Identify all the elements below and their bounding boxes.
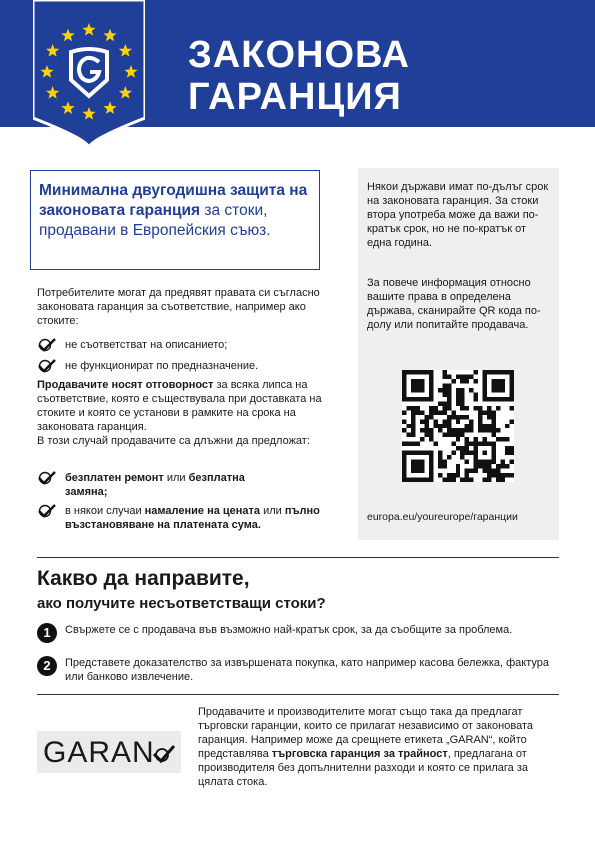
garan-label bbox=[37, 731, 181, 773]
bullet-text-2: не функционират по предназначение. bbox=[65, 360, 259, 372]
offer-item-2 bbox=[37, 504, 355, 532]
offer1-mid: или bbox=[163, 472, 189, 484]
obliged-text: В този случай продавачите са длъжни да предложат: bbox=[37, 435, 310, 447]
section-divider bbox=[37, 557, 559, 558]
commercial-text-pre: Продавачите и производителите могат също така да предлагат търговски гаранции, които се прилагат независимо от законовата гаранция. Например може да срещнете етикета „GARAN“, който представлява bbox=[198, 706, 533, 760]
step-number: 1 bbox=[37, 623, 57, 643]
commercial-guarantee-text bbox=[198, 705, 558, 789]
commercial-text-post: , предлагана от производителя без допълнителни разходи и която се прилага за цялата стока. bbox=[198, 748, 529, 788]
offer2-bold1: намаление на цената bbox=[144, 505, 261, 517]
offer-item-1 bbox=[37, 471, 285, 499]
sidebar-text-1: Някои държави имат по-дълъг срок на законовата гаранция. За стоки втора употреба може да важи по-кратък срок, но не по-кратък от една година. bbox=[367, 181, 549, 249]
commercial-text-bold: търговска гаранция за трайност bbox=[271, 748, 448, 760]
responsibility-rest: за всяка липса на съответствие, която е съществувала при доставката на стоките и която се установи в рамките на срока на законовата гаранция. bbox=[37, 379, 322, 433]
offer1-bold1: безплатен ремонт bbox=[65, 472, 164, 484]
intro-normal: за стоки, продавани в Европейския съюз. bbox=[39, 202, 271, 239]
step-number: 2 bbox=[37, 656, 57, 676]
offer-text-1 bbox=[65, 471, 285, 499]
sidebar-text-2: За повече информация относно вашите права в определена държава, сканирайте QR кода по-долу или попитайте продавача. bbox=[367, 277, 541, 331]
check-icon bbox=[37, 359, 65, 377]
section-subheading: ако получите несъответстващи стоки? bbox=[37, 595, 326, 612]
check-icon bbox=[153, 744, 175, 764]
step-text: Представете доказателство за извършената покупка, като например касова бележка, фактура или банково извлечение. bbox=[65, 657, 549, 683]
bullet-item-1 bbox=[37, 338, 350, 356]
garan-word: GARAN bbox=[43, 736, 155, 769]
intro-bold: Минимална двугодишна защита на законовата гаранция bbox=[39, 182, 308, 219]
title-line-1: ЗАКОНОВА bbox=[188, 34, 410, 76]
check-icon bbox=[37, 338, 65, 356]
eu-stars-shield-g-icon bbox=[33, 0, 145, 148]
offer1-bold2: безплатна замяна; bbox=[65, 472, 245, 498]
section-divider bbox=[37, 694, 559, 695]
section-heading: Какво да направите, bbox=[37, 567, 250, 590]
info-sidebar bbox=[358, 168, 559, 540]
responsibility-bold: Продавачите носят отговорност bbox=[37, 379, 214, 391]
title-line-2: ГАРАНЦИЯ bbox=[188, 76, 402, 118]
info-link[interactable]: europa.eu/youreurope/гаранции bbox=[367, 511, 518, 523]
rights-text: Потребителите могат да предявят правата си съгласно законовата гаранция за съответствие, например ако стоките: bbox=[37, 287, 320, 327]
offer2-mid: или bbox=[260, 505, 285, 517]
step-text: Свържете се с продавача във възможно най-кратък срок, за да съобщите за проблема. bbox=[65, 624, 513, 636]
bullet-item-2 bbox=[37, 359, 350, 377]
offer2-bold2: пълно възстановяване на платената сума. bbox=[65, 505, 320, 531]
step-item-2 bbox=[37, 656, 555, 684]
bullet-text-1: не съответстват на описанието; bbox=[65, 339, 228, 351]
qr-code-icon[interactable] bbox=[402, 370, 514, 482]
intro-box bbox=[30, 170, 320, 270]
page-title bbox=[188, 34, 410, 118]
offer2-pre: в някои случаи bbox=[65, 505, 145, 517]
responsibility-text bbox=[37, 378, 322, 448]
offer-text-2 bbox=[65, 504, 355, 532]
check-icon bbox=[37, 504, 65, 532]
check-icon bbox=[37, 471, 65, 499]
step-item-1 bbox=[37, 623, 555, 643]
